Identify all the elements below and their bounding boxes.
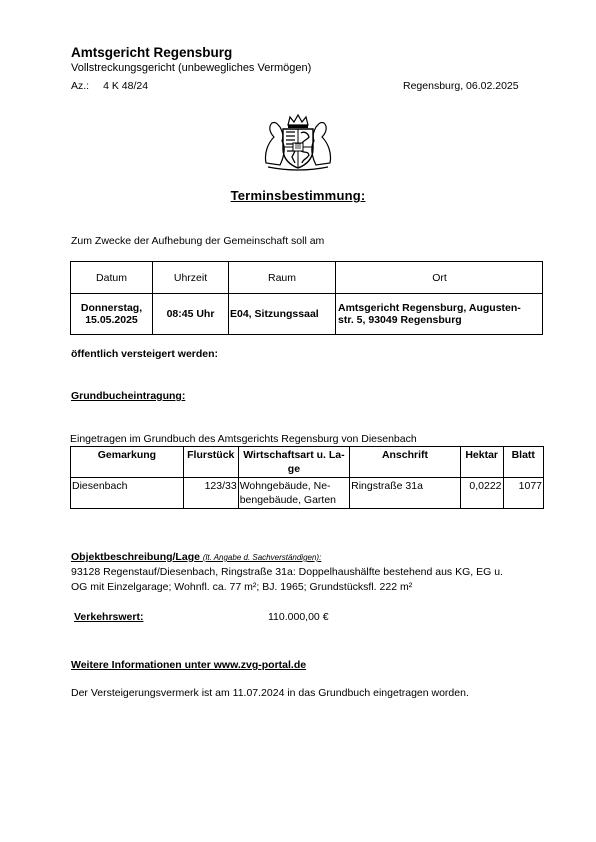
cell-wirtschaftsart-line-1: Wohngebäude, Ne- — [239, 480, 331, 492]
object-description-line-2: OG mit Einzelgarage; Wohnfl. ca. 77 m²; BJ. 1965; Grundstücksfl. 222 m² — [71, 581, 413, 593]
registration-note: Der Versteigerungsvermerk ist am 11.07.2024 in das Grundbuch eingetragen worden. — [71, 687, 469, 699]
table-header-row — [71, 447, 544, 478]
header-wirtschaftsart-line-2: ge — [287, 463, 301, 475]
header-gemarkung: Gemarkung — [71, 447, 184, 478]
page-title: Terminsbestimmung: — [230, 188, 366, 203]
object-description-heading — [71, 551, 321, 563]
object-description — [71, 565, 541, 595]
appointment-table — [70, 261, 543, 335]
cell-wirtschaftsart-line-2: bengebäude, Garten — [239, 494, 337, 506]
case-number — [71, 80, 148, 92]
header-blatt: Blatt — [503, 447, 543, 478]
header-wirtschaftsart-line-1: Wirtschaftsart u. La- — [243, 449, 345, 461]
market-value-label: Verkehrswert: — [74, 611, 144, 623]
header-uhrzeit: Uhrzeit — [153, 262, 229, 294]
appointment-time: 08:45 Uhr — [153, 294, 229, 335]
auction-statement: öffentlich versteigert werden: — [71, 348, 219, 360]
table-row — [71, 478, 544, 509]
land-register-table — [70, 446, 544, 509]
object-heading-note: (lt. Angabe d. Sachverständigen): — [202, 553, 322, 562]
case-number-label: Az.: — [71, 80, 90, 92]
appointment-weekday: Donnerstag, — [80, 302, 143, 314]
bavarian-coat-of-arms-icon — [262, 113, 334, 171]
grundbuch-intro: Eingetragen im Grundbuch des Amtsgerichts Regensburg von Diesenbach — [70, 433, 417, 445]
court-subtitle: Vollstreckungsgericht (unbewegliches Vermögen) — [71, 62, 312, 74]
place-date: Regensburg, 06.02.2025 — [403, 80, 519, 92]
header-hektar: Hektar — [460, 447, 503, 478]
market-value: 110.000,00 € — [268, 611, 329, 623]
case-number-value: 4 K 48/24 — [103, 80, 149, 92]
header-ort: Ort — [336, 262, 543, 294]
cell-flurstueck: 123/33 — [183, 478, 238, 509]
header-datum: Datum — [71, 262, 153, 294]
table-header-row — [71, 262, 543, 294]
appointment-date — [71, 294, 153, 335]
cell-anschrift: Ringstraße 31a — [350, 478, 461, 509]
intro-text: Zum Zwecke der Aufhebung der Gemeinschaft soll am — [71, 235, 325, 247]
court-name: Amtsgericht Regensburg — [71, 45, 233, 60]
appointment-room: E04, Sitzungssaal — [229, 294, 336, 335]
cell-gemarkung: Diesenbach — [71, 478, 184, 509]
more-info-link[interactable]: Weitere Informationen unter www.zvg-portal.de — [71, 659, 307, 671]
appointment-day: 15.05.2025 — [85, 314, 138, 326]
appointment-location — [336, 294, 543, 335]
header-anschrift: Anschrift — [350, 447, 461, 478]
object-description-line-1: 93128 Regenstauf/Diesenbach, Ringstraße 31a: Doppelhaushälfte bestehend aus KG, EG u. — [71, 566, 503, 578]
header-flurstueck: Flurstück — [183, 447, 238, 478]
header-raum: Raum — [229, 262, 336, 294]
location-line-2: str. 5, 93049 Regensburg — [338, 314, 462, 326]
cell-wirtschaftsart — [238, 478, 349, 509]
cell-hektar: 0,0222 — [460, 478, 503, 509]
grundbuch-heading: Grundbucheintragung: — [71, 390, 186, 402]
header-wirtschaftsart — [238, 447, 349, 478]
cell-blatt: 1077 — [503, 478, 543, 509]
location-line-1: Amtsgericht Regensburg, Augusten- — [338, 302, 521, 314]
object-heading-text: Objektbeschreibung/Lage — [71, 551, 200, 563]
table-row — [71, 294, 543, 335]
